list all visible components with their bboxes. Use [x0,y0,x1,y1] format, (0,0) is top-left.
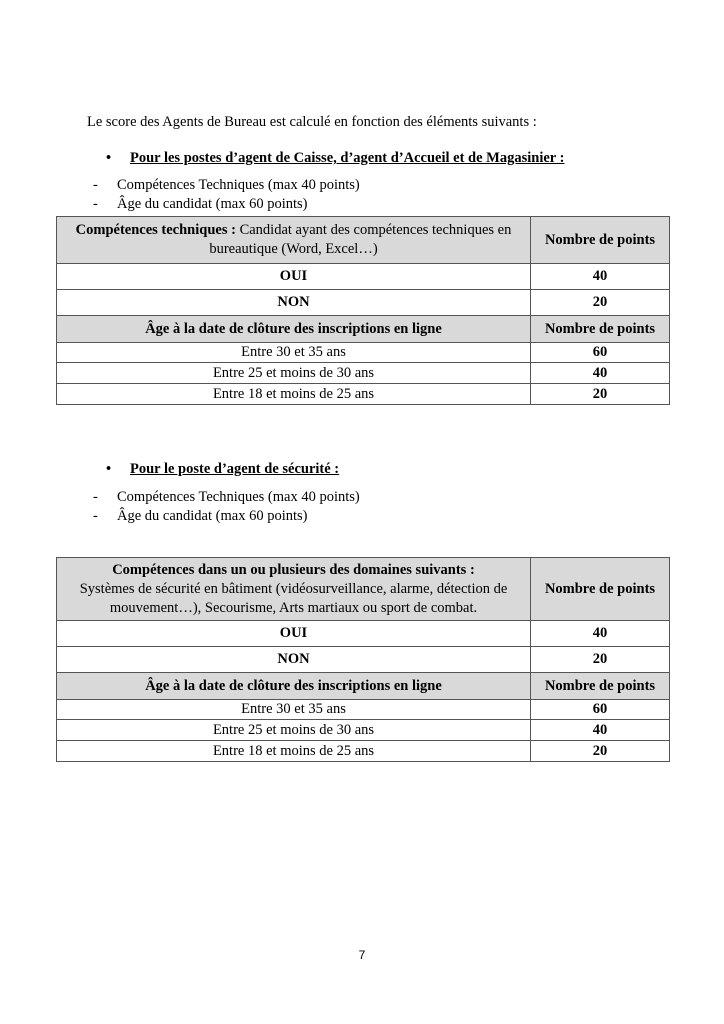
table-row: OUI 40 [57,621,670,647]
section2-heading [106,461,339,478]
criteria-item: - Compétences Techniques (max 40 points) [93,489,360,505]
section2-heading-text: Pour le poste d’agent de sécurité : [130,461,340,477]
table-header-row [57,558,670,621]
page-number: 7 [358,948,366,962]
table-row: OUI 40 [57,264,670,290]
points-header-cell: Nombre de points [531,558,670,621]
section1-heading [106,150,564,167]
points-header-cell: Nombre de points [531,217,670,264]
bullet-icon: • [106,461,112,477]
table-row: Entre 18 et moins de 25 ans 20 [57,741,670,762]
section2-score-table [56,557,670,762]
section1-score-table [56,216,670,405]
bullet-icon: • [106,150,112,166]
table-row: Entre 18 et moins de 25 ans 20 [57,384,670,405]
section2-criteria [93,488,360,526]
table-header-row [57,217,670,264]
criteria-item: - Âge du candidat (max 60 points) [93,196,308,212]
criteria-item: - Âge du candidat (max 60 points) [93,508,308,524]
table-row: Entre 30 et 35 ans 60 [57,343,670,363]
section1-criteria [93,176,360,214]
intro-text: Le score des Agents de Bureau est calculé en fonction des éléments suivants : [87,114,537,130]
competence-header-cell: Compétences dans un ou plusieurs des domaines suivants : Systèmes de sécurité en bâtiment (vidéosurveillance, alarme, détection de mouvement…), Secourisme, Arts martiaux ou sport de combat. [57,558,531,621]
competence-header-cell: Compétences techniques : Candidat ayant des compétences techniques en bureautique (Word, Excel…) [57,217,531,264]
age-header-row: Âge à la date de clôture des inscriptions en ligne Nombre de points [57,673,670,700]
table-row: Entre 30 et 35 ans 60 [57,700,670,720]
criteria-item: - Compétences Techniques (max 40 points) [93,177,360,193]
section1-heading-text: Pour les postes d’agent de Caisse, d’agent d’Accueil et de Magasinier : [130,150,565,166]
table-row: Entre 25 et moins de 30 ans 40 [57,363,670,384]
table-row: NON 20 [57,290,670,316]
table-row: NON 20 [57,647,670,673]
age-header-row: Âge à la date de clôture des inscriptions en ligne Nombre de points [57,316,670,343]
table-row: Entre 25 et moins de 30 ans 40 [57,720,670,741]
